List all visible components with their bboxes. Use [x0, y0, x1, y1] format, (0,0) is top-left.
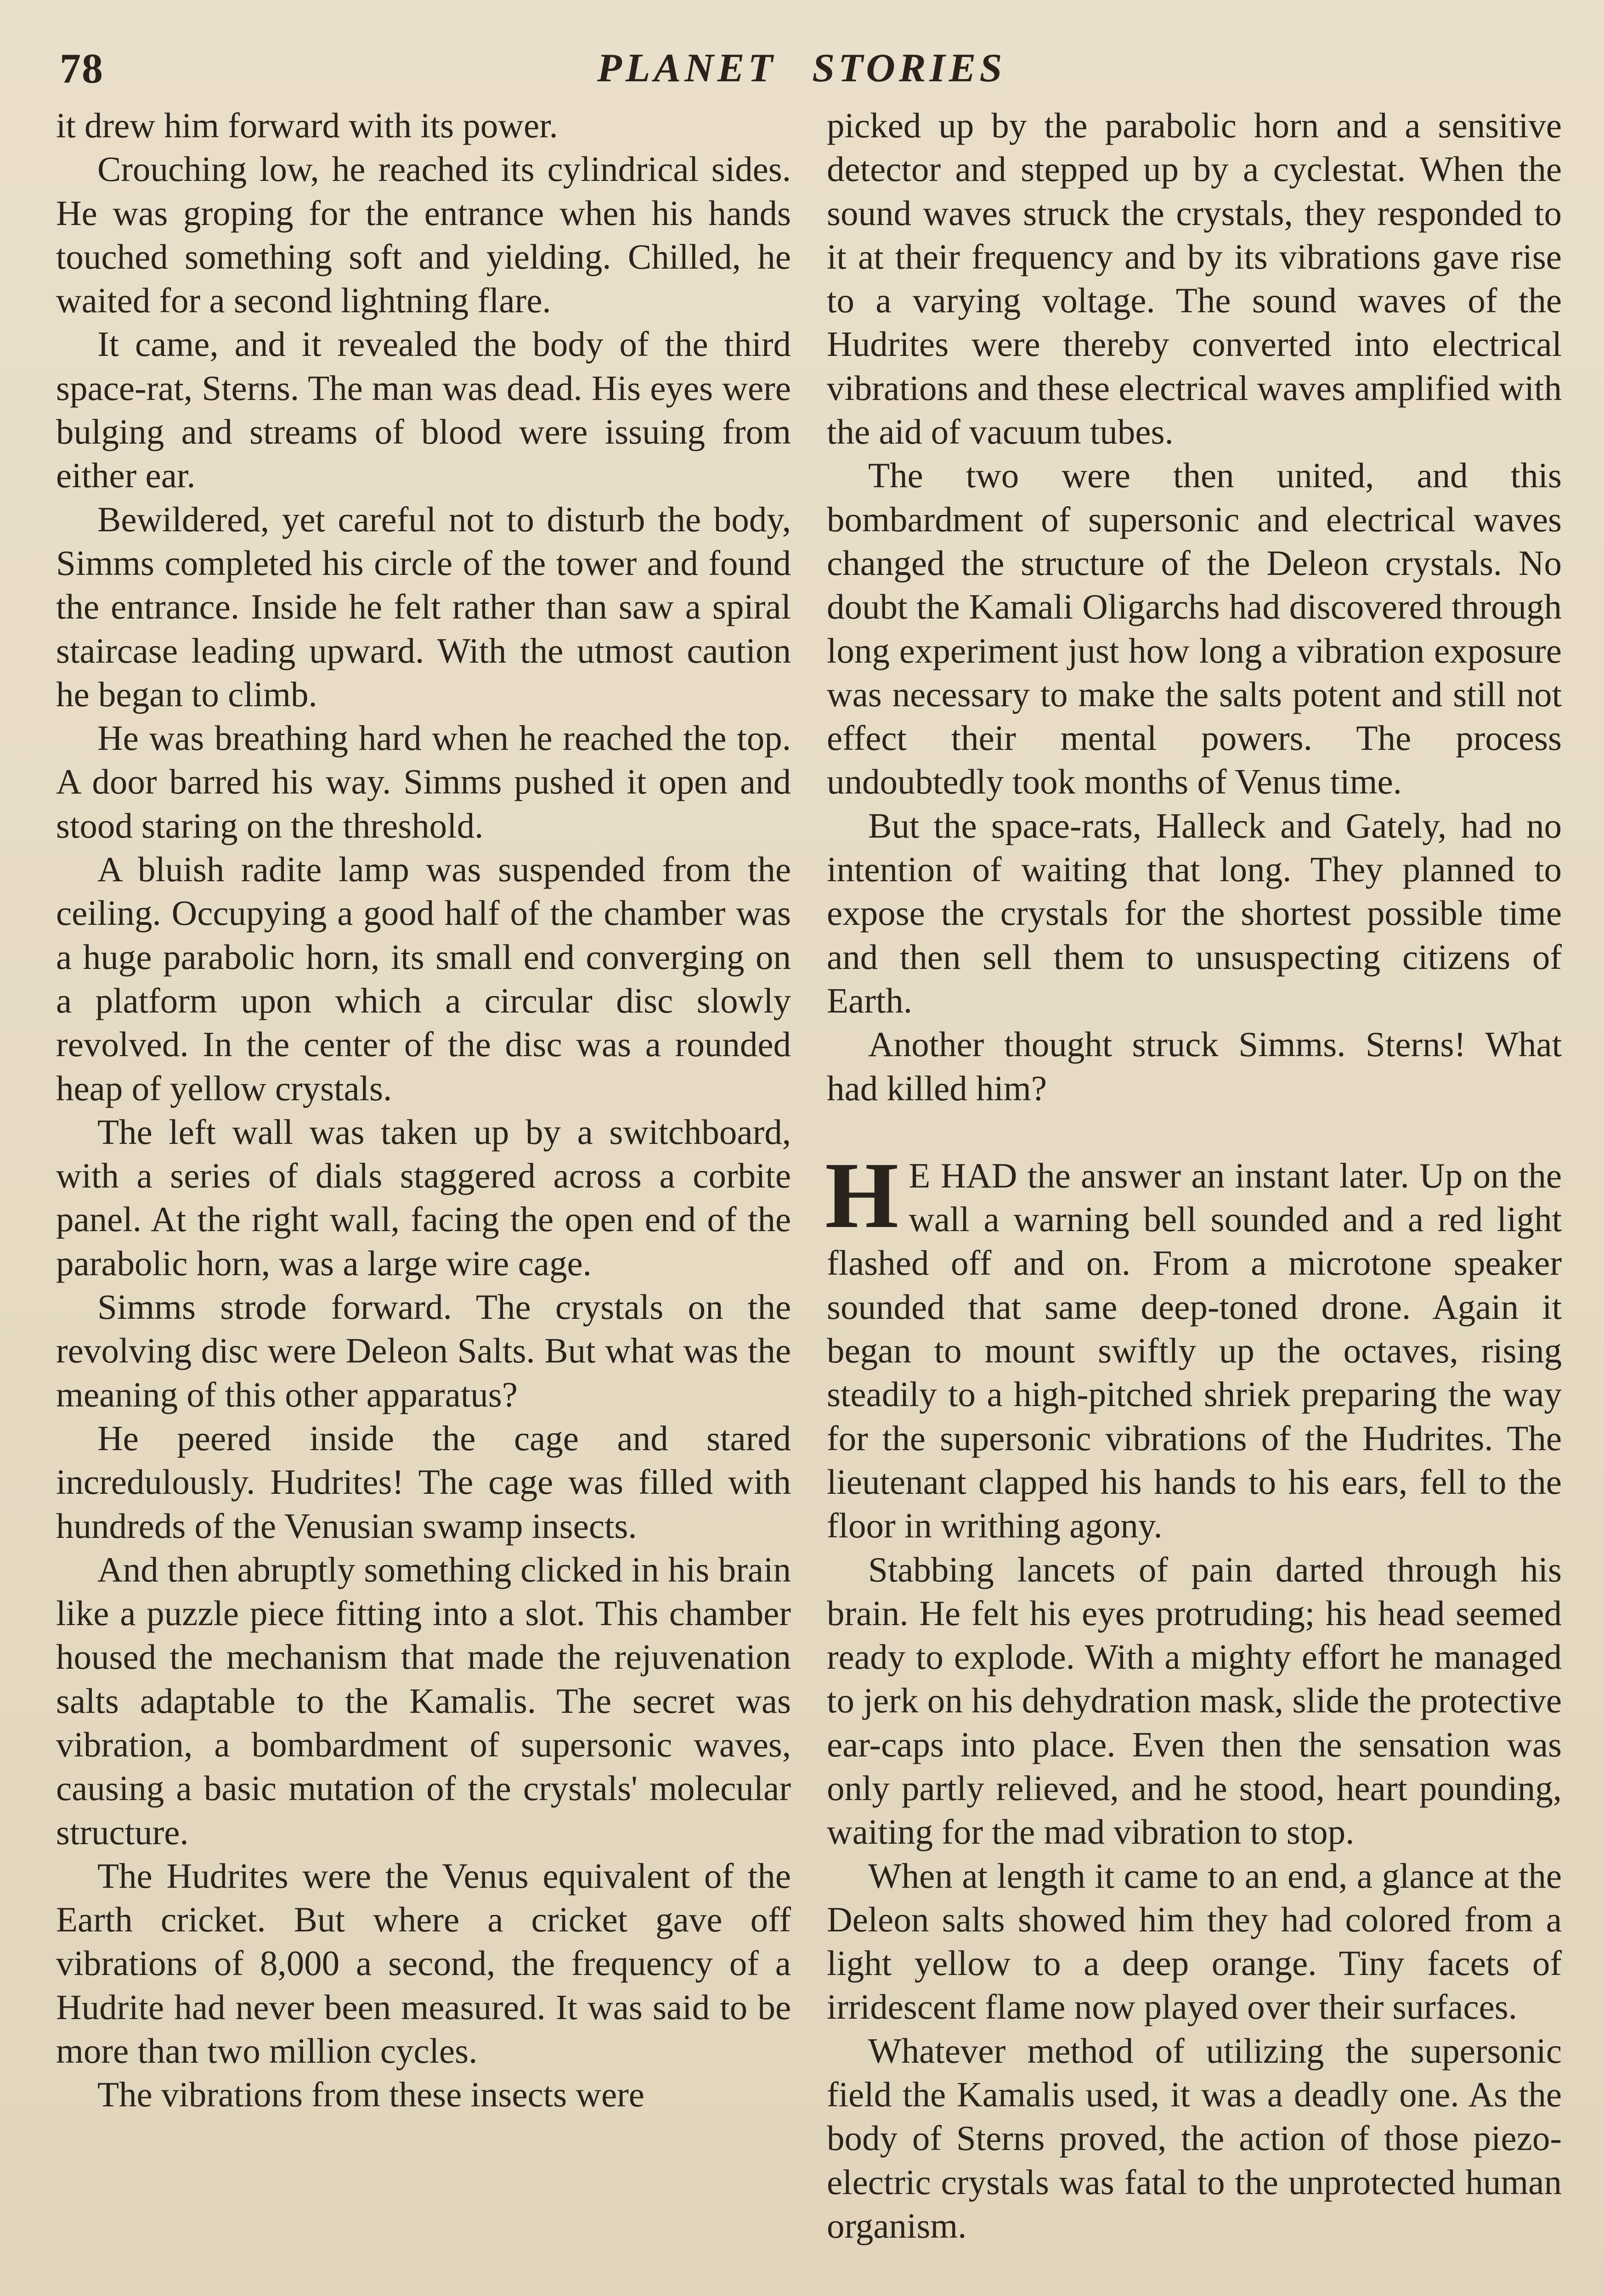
paragraph: picked up by the parabolic horn and a sensitive detector and stepped up by a cyclestat. When the sound waves struck the crystals, they responded to it at their frequency and by its vibrations gave rise to a varying voltage. The sound waves of the Hudrites were thereby converted into electrical vibrations and these electrical waves amplified with the aid of vacuum tubes. — [827, 106, 1562, 452]
section-break-text: E HAD the answer an instant later. Up on the wall a warning bell sounded and a red light flashed off and on. From a microtone speaker sounded that same deep-toned drone. Again it began to mount swiftly up the octaves, rising steadily to a high-pitched shriek preparing the way for the supersonic vibrations of the Hudrites. The lieutenant clapped his hands to his ears, fell to the floor in writhing agony. — [827, 1155, 1562, 1546]
paragraph: The left wall was taken up by a switchboard, with a series of dials staggered across a corbite panel. At the right wall, facing the open end of the parabolic horn, was a large wire cage. — [56, 1112, 791, 1283]
paragraph: And then abruptly something clicked in his brain like a puzzle piece fitting into a slot. This chamber housed the mechanism that made the rejuvenation salts adaptable to the Kamalis. The secret was vibration, a bombardment of supersonic waves, causing a basic mutation of the crystals' molecular structure. — [56, 1549, 791, 1852]
left-text-column — [56, 104, 791, 2117]
page-header — [60, 39, 1544, 104]
paragraph: it drew him forward with its power. — [56, 106, 558, 145]
paragraph: When at length it came to an end, a glance at the Deleon salts showed him they had colored from a light yellow to a deep orange. Tiny facets of irridescent flame now played over their surfaces. — [827, 1856, 1562, 2027]
paragraph: But the space-rats, Halleck and Gately, had no intention of waiting that long. They planned to expose the crystals for the shortest possible time and then sell them to unsuspecting citizens of Earth. — [827, 805, 1562, 1020]
paragraph: Another thought struck Simms. Sterns! What had killed him? — [827, 1024, 1562, 1108]
paragraph: The vibrations from these insects were — [97, 2075, 644, 2115]
magazine-title: PLANET STORIES — [597, 46, 1006, 90]
paragraph: It came, and it revealed the body of the third space-rat, Sterns. The man was dead. His eyes were bulging and streams of blood were issuing from either ear. — [56, 324, 791, 495]
section-break-paragraph — [825, 1142, 1562, 1548]
right-text-column — [827, 104, 1562, 2248]
paragraph: He was breathing hard when he reached the top. A door barred his way. Simms pushed it open and stood staring on the threshold. — [56, 718, 791, 845]
drop-cap: H — [825, 1142, 899, 1248]
page-number: 78 — [60, 45, 104, 92]
paragraph: He peered inside the cage and stared incredulously. Hudrites! The cage was filled with hundreds of the Venusian swamp insects. — [56, 1418, 791, 1546]
paragraph: Stabbing lancets of pain darted through his brain. He felt his eyes protruding; his head seemed ready to explode. With a mighty effort he managed to jerk on his dehydration mask, slide the protective ear-caps into place. Even then the sensation was only partly relieved, and he stood, heart pounding, waiting for the mad vibration to stop. — [827, 1549, 1562, 1852]
paragraph: Bewildered, yet careful not to disturb the body, Simms completed his circle of the tower and found the entrance. Inside he felt rather than saw a spiral staircase leading upward. With the utmost caution he began to climb. — [56, 499, 791, 714]
paragraph: The two were then united, and this bombardment of supersonic and electrical waves changed the structure of the Deleon crystals. No doubt the Kamali Oligarchs had discovered through long experiment just how long a vibration exposure was necessary to make the salts potent and still not effect their mental powers. The process undoubtedly took months of Venus time. — [827, 456, 1562, 802]
paragraph: Crouching low, he reached its cylindrical sides. He was groping for the entrance when his hands touched something soft and yielding. Chilled, he waited for a second lightning flare. — [56, 149, 791, 321]
paragraph: Simms strode forward. The crystals on the revolving disc were Deleon Salts. But what was the meaning of this other apparatus? — [56, 1287, 791, 1414]
paragraph: The Hudrites were the Venus equivalent of the Earth cricket. But where a cricket gave off vibrations of 8,000 a second, the frequency of a Hudrite had never been measured. It was said to be more than two million cycles. — [56, 1856, 791, 2071]
paragraph: Whatever method of utilizing the supersonic field the Kamalis used, it was a deadly one. As the body of Sterns proved, the action of those piezo-electric crystals was fatal to the unprotected human organism. — [827, 2031, 1562, 2245]
paragraph: A bluish radite lamp was suspended from the ceiling. Occupying a good half of the chamber was a huge parabolic horn, its small end converging on a platform upon which a circular disc slowly revolved. In the center of the disc was a rounded heap of yellow crystals. — [56, 850, 791, 1108]
